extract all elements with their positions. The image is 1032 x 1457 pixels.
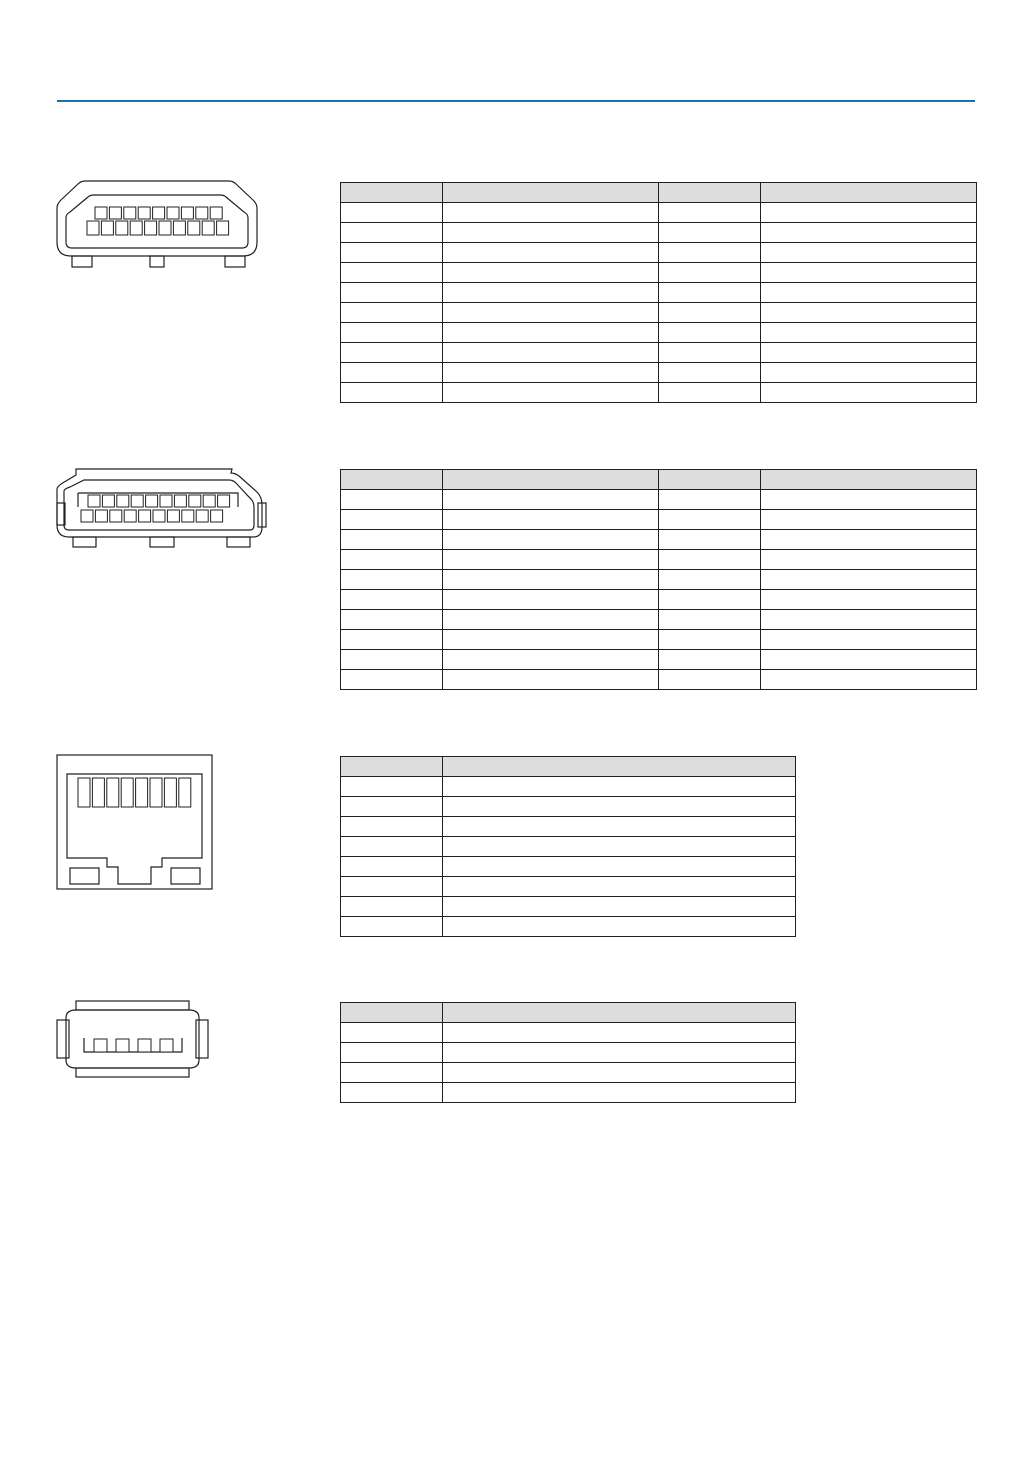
displayport-pin (160, 495, 172, 507)
table-cell (761, 670, 977, 690)
usb-pin (138, 1039, 151, 1052)
table-row (341, 650, 977, 670)
table-cell (761, 610, 977, 630)
displayport-pin (203, 495, 215, 507)
table-cell (443, 897, 796, 917)
table-cell (443, 243, 659, 263)
usb-pin (116, 1039, 129, 1052)
table-cell (659, 263, 761, 283)
table-cell (761, 343, 977, 363)
usb-pin (94, 1039, 107, 1052)
table-cell (341, 343, 443, 363)
rj45-pin (78, 778, 90, 807)
table-header-cell (659, 183, 761, 203)
table-cell (341, 363, 443, 383)
table-cell (341, 243, 443, 263)
hdmi-pin (145, 221, 157, 235)
table-row (341, 670, 977, 690)
table-cell (341, 550, 443, 570)
table-row (341, 1023, 796, 1043)
table-row (341, 303, 977, 323)
table-row (341, 223, 977, 243)
table-header-cell (443, 757, 796, 777)
table-header-cell (341, 183, 443, 203)
table-row (341, 343, 977, 363)
rj45-pin (179, 778, 191, 807)
table-row (341, 857, 796, 877)
hdmi-pin (130, 221, 142, 235)
table-row (341, 797, 796, 817)
table-cell (761, 550, 977, 570)
hdmi-pin (167, 207, 179, 219)
table-cell (341, 1083, 443, 1103)
hdmi-pin (217, 221, 229, 235)
displayport-pin (139, 510, 151, 522)
table-header-cell (659, 470, 761, 490)
table-cell (443, 570, 659, 590)
hdmi-pin (210, 207, 222, 219)
table-header-cell (341, 470, 443, 490)
displayport-pin (211, 510, 223, 522)
table-row (341, 777, 796, 797)
table-cell (659, 343, 761, 363)
hdmi-pin (116, 221, 128, 235)
table-row (341, 1063, 796, 1083)
table-header-cell (761, 183, 977, 203)
displayport-pin (102, 495, 114, 507)
table-cell (341, 857, 443, 877)
table-cell (443, 323, 659, 343)
table-header-cell (443, 183, 659, 203)
table-cell (443, 550, 659, 570)
table-cell (341, 1063, 443, 1083)
table-cell (443, 490, 659, 510)
table-row (341, 817, 796, 837)
table-cell (443, 530, 659, 550)
table-cell (761, 363, 977, 383)
table-cell (761, 590, 977, 610)
hdmi-pin (173, 221, 185, 235)
table-cell (659, 490, 761, 510)
table-cell (443, 263, 659, 283)
rj45-pin (164, 778, 176, 807)
rj45-pin (121, 778, 133, 807)
table-cell (341, 610, 443, 630)
rj45-pin (107, 778, 119, 807)
table-row (341, 1083, 796, 1103)
table-cell (443, 877, 796, 897)
table-cell (761, 650, 977, 670)
table-cell (443, 837, 796, 857)
table-cell (443, 590, 659, 610)
table-cell (341, 1023, 443, 1043)
table-cell (659, 203, 761, 223)
displayport-pin (167, 510, 179, 522)
table-cell (443, 510, 659, 530)
table-cell (761, 490, 977, 510)
displayport-pin (218, 495, 230, 507)
table-row (341, 630, 977, 650)
table-header-row (341, 183, 977, 203)
table-cell (341, 877, 443, 897)
table-row (341, 1043, 796, 1063)
table-row (341, 530, 977, 550)
table-cell (443, 283, 659, 303)
rj45-lan-connector-icon (56, 754, 216, 894)
displayport-pin-table (340, 469, 977, 690)
hdmi-pin-table (340, 182, 977, 403)
table-cell (443, 857, 796, 877)
table-cell (341, 303, 443, 323)
lan-pin-table (340, 756, 796, 937)
hdmi-pin (109, 207, 121, 219)
table-cell (341, 223, 443, 243)
table-cell (761, 570, 977, 590)
table-cell (341, 490, 443, 510)
usb-pin-table (340, 1002, 796, 1103)
table-header-cell (443, 1003, 796, 1023)
table-cell (659, 670, 761, 690)
displayport-pin (182, 510, 194, 522)
hdmi-pin (138, 207, 150, 219)
table-cell (341, 837, 443, 857)
table-cell (659, 323, 761, 343)
table-cell (659, 363, 761, 383)
table-cell (659, 630, 761, 650)
table-cell (659, 570, 761, 590)
table-cell (659, 530, 761, 550)
table-cell (443, 203, 659, 223)
table-cell (341, 650, 443, 670)
table-cell (443, 630, 659, 650)
displayport-pin (81, 510, 93, 522)
table-cell (443, 223, 659, 243)
table-row (341, 510, 977, 530)
table-cell (341, 1043, 443, 1063)
table-cell (443, 777, 796, 797)
table-row (341, 283, 977, 303)
table-row (341, 877, 796, 897)
rj45-pin (92, 778, 104, 807)
table-cell (341, 263, 443, 283)
table-cell (341, 590, 443, 610)
table-cell (341, 670, 443, 690)
table-cell (659, 550, 761, 570)
displayport-pin (196, 510, 208, 522)
hdmi-pin (188, 221, 200, 235)
table-cell (341, 530, 443, 550)
hdmi-pin (202, 221, 214, 235)
top-rule (57, 100, 975, 102)
displayport-pin (189, 495, 201, 507)
table-row (341, 243, 977, 263)
table-cell (341, 797, 443, 817)
table-cell (659, 650, 761, 670)
rj45-pin (136, 778, 148, 807)
table-cell (761, 383, 977, 403)
table-row (341, 590, 977, 610)
displayport-pin (88, 495, 100, 507)
displayport-pin (146, 495, 158, 507)
table-row (341, 490, 977, 510)
table-cell (341, 383, 443, 403)
table-header-row (341, 470, 977, 490)
table-cell (659, 383, 761, 403)
table-cell (659, 590, 761, 610)
table-cell (659, 510, 761, 530)
table-cell (341, 777, 443, 797)
displayport-pin (95, 510, 107, 522)
table-cell (761, 263, 977, 283)
table-cell (761, 223, 977, 243)
hdmi-pin (196, 207, 208, 219)
hdmi-pin (95, 207, 107, 219)
usb-pin (160, 1039, 173, 1052)
table-header-cell (761, 470, 977, 490)
table-cell (341, 817, 443, 837)
hdmi-pin (124, 207, 136, 219)
hdmi-pin (153, 207, 165, 219)
table-row (341, 383, 977, 403)
table-row (341, 897, 796, 917)
table-cell (443, 670, 659, 690)
table-cell (761, 243, 977, 263)
table-cell (443, 797, 796, 817)
table-cell (341, 917, 443, 937)
table-cell (443, 1023, 796, 1043)
table-cell (443, 817, 796, 837)
displayport-pin (124, 510, 136, 522)
table-cell (443, 343, 659, 363)
table-cell (443, 610, 659, 630)
table-cell (659, 223, 761, 243)
table-row (341, 550, 977, 570)
usb-type-a-connector-icon (54, 1000, 214, 1082)
table-cell (761, 323, 977, 343)
table-cell (443, 1043, 796, 1063)
table-cell (341, 510, 443, 530)
table-header-row (341, 757, 796, 777)
table-cell (761, 283, 977, 303)
table-cell (341, 283, 443, 303)
hdmi-pin (87, 221, 99, 235)
displayport-pin (131, 495, 143, 507)
table-cell (341, 570, 443, 590)
table-row (341, 323, 977, 343)
hdmi-pin (159, 221, 171, 235)
hdmi-connector-icon (54, 180, 264, 272)
table-row (341, 263, 977, 283)
table-row (341, 610, 977, 630)
table-cell (443, 1063, 796, 1083)
table-row (341, 203, 977, 223)
table-cell (443, 917, 796, 937)
table-header-cell (341, 757, 443, 777)
table-cell (443, 383, 659, 403)
table-cell (659, 610, 761, 630)
table-cell (443, 363, 659, 383)
hdmi-pin (101, 221, 113, 235)
table-cell (443, 1083, 796, 1103)
table-cell (761, 203, 977, 223)
table-cell (341, 630, 443, 650)
rj45-pin (150, 778, 162, 807)
table-header-cell (341, 1003, 443, 1023)
table-cell (659, 283, 761, 303)
table-cell (443, 650, 659, 670)
table-row (341, 570, 977, 590)
table-cell (761, 303, 977, 323)
hdmi-pin (181, 207, 193, 219)
table-header-row (341, 1003, 796, 1023)
displayport-pin (174, 495, 186, 507)
displayport-pin (153, 510, 165, 522)
table-cell (761, 530, 977, 550)
table-cell (341, 323, 443, 343)
table-cell (659, 303, 761, 323)
table-row (341, 363, 977, 383)
table-cell (659, 243, 761, 263)
table-cell (341, 897, 443, 917)
table-row (341, 917, 796, 937)
table-row (341, 837, 796, 857)
table-cell (761, 510, 977, 530)
displayport-connector-icon (54, 467, 270, 551)
displayport-pin (110, 510, 122, 522)
displayport-pin (117, 495, 129, 507)
table-cell (761, 630, 977, 650)
table-cell (341, 203, 443, 223)
table-header-cell (443, 470, 659, 490)
table-cell (443, 303, 659, 323)
